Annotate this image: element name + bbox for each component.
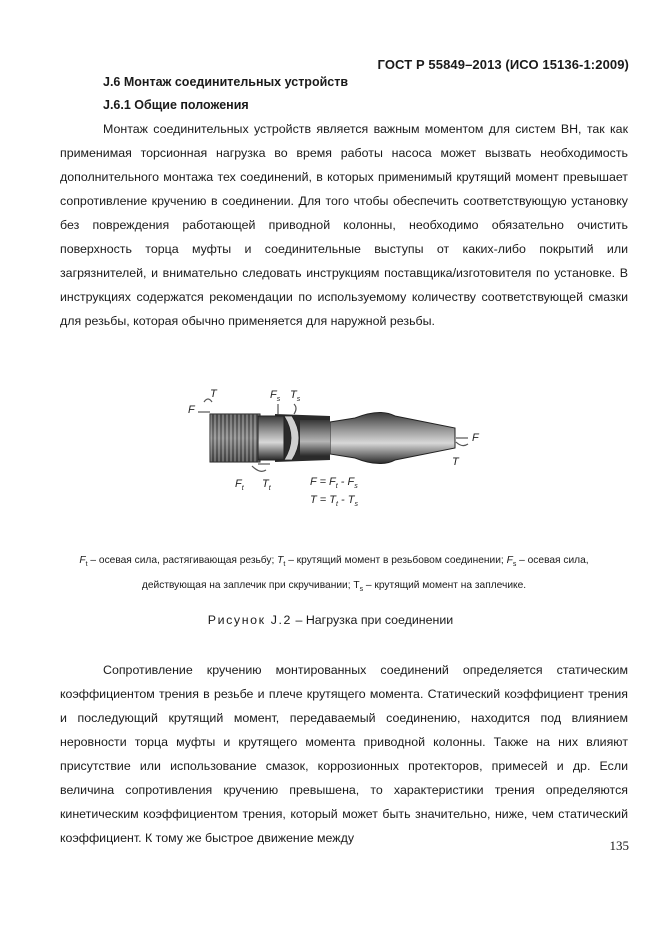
label-ts-top: $T_s$: [290, 389, 301, 404]
label-tt-bottom: $T_t$: [262, 478, 271, 493]
page-number: 135: [609, 838, 629, 853]
label-ft-bottom: $F_t$: [235, 478, 244, 493]
coupling-body-highlight: [300, 420, 330, 456]
figure-legend: [40, 550, 628, 600]
label-f-left: F: [188, 404, 195, 416]
figure-legend-line-1: $F_t$ – осевая сила, растягивающая резьбу; $T_t$ – крутящий момент в резьбовом соединении; $F_s$ – осевая сила,: [79, 555, 589, 569]
equation-force: $F = F_t - F_s$: [310, 476, 358, 491]
label-fs-top: $F_s$: [270, 389, 281, 404]
arrow-bottom-tt: [252, 466, 266, 471]
section-title: J.6 Монтаж соединительных устройств: [103, 75, 349, 89]
standard-header: ГОСТ Р 55849–2013 (ИСО 15136-1:2009): [377, 57, 629, 72]
equation-torque: $T = T_t - T_s$: [310, 494, 358, 509]
paragraph-2: Сопротивление кручению монтированных соединений определяется статическим коэффициентом трения в резьбе и плече крутящего момента. Статический коэффициент трения и последующий крутящий момент, передаваемый соединению, находится под влиянием неровности торца муфты и крутящего момента приводной колонны. Также на них влияют присутствие или использование смазок, коррозионных протекторов, примесей и др. Если величина сопротивления кручению превышена, то характеристики трения определяются кинетическим коэффициентом трения, который может быть значительно, ниже, чем статический коэффициент. К тому же быстрое движение между: [60, 663, 628, 845]
subsection-title: J.6.1 Общие положения: [103, 98, 249, 112]
thread-overlay: [210, 414, 260, 462]
shaft-right: [330, 412, 455, 463]
coupling-collar: [258, 416, 284, 460]
arrow-right-t: [456, 442, 468, 446]
figure-title: Рисунок J.2 – Нагрузка при соединении: [207, 613, 454, 627]
label-t-left: T: [210, 388, 217, 400]
label-f-right: F: [472, 432, 479, 444]
coupling-figure: [180, 386, 500, 516]
figure-legend-line-2: действующая на заплечик при скручивании; $T_s$ – крутящий момент на заплечике.: [141, 580, 527, 594]
paragraph-1: Монтаж соединительных устройств является важным моментом для систем ВН, так как применимая торсионная нагрузка во время работы насоса может вызвать необходимость дополнительного монтажа тех соединений, в которых применимый крутящий момент превышает сопротивление кручению в соединении. Для того чтобы обеспечить соответствующую установку без повреждения работающей приводной колонны, необходимо обязательно очистить поверхность торца муфты и соединительные выступы от каких-либо покрытий или загрязнителей, и внимательно следовать инструкциям поставщика/изготовителя по установке. В инструкциях содержатся рекомендации по используемому количеству соответствующей смазки для резьбы, которая обычно применяется для наружной резьбы.: [60, 122, 628, 328]
label-t-right: T: [452, 456, 459, 468]
arrow-top-ts: [294, 404, 296, 414]
